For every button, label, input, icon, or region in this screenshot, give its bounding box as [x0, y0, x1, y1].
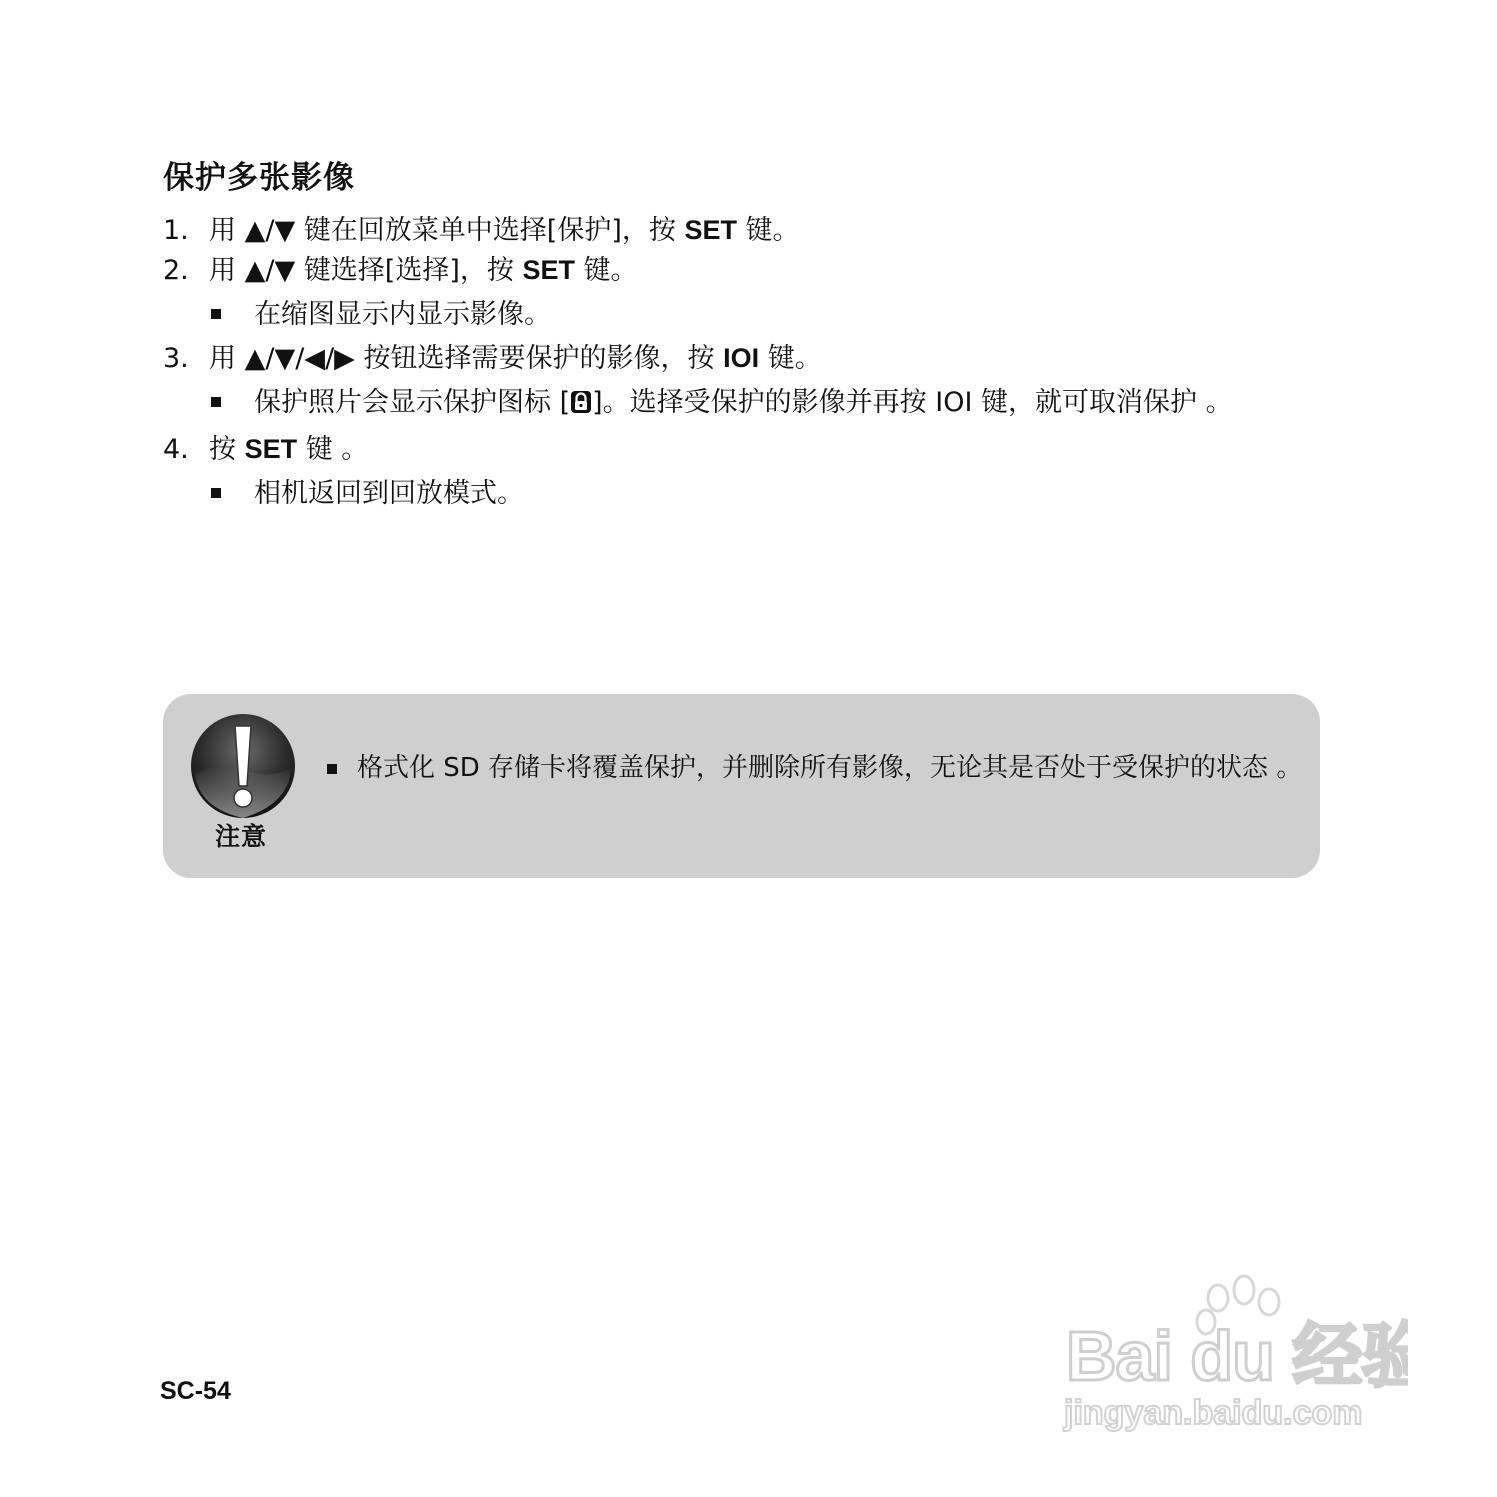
step-text-end: 键 。 [297, 434, 369, 465]
step-4-bullet [163, 473, 1333, 515]
set-key-label: SET [522, 255, 575, 285]
note-label: 注意 [215, 822, 268, 851]
step-text: 用 ▲/▼ 键在回放菜单中选择[保护]，按 [209, 215, 685, 246]
step-2 [163, 250, 1333, 290]
page-number: SC-54 [160, 1377, 231, 1405]
square-bullet-icon [211, 488, 221, 498]
step-3 [163, 338, 1333, 378]
baidu-jingyan-watermark [1058, 1268, 1408, 1438]
instruction-steps [163, 210, 1333, 517]
step-text-end: 键。 [574, 255, 638, 286]
bullet-text-start: 保护照片会显示保护图标 [ [254, 387, 571, 418]
square-bullet-icon [327, 764, 337, 774]
watermark-url: jingyan.baidu.com [1064, 1394, 1363, 1432]
page-title: 保护多张影像 [163, 160, 355, 196]
square-bullet-icon [211, 397, 221, 407]
step-number: 4. [163, 434, 189, 465]
caution-note [163, 694, 1320, 878]
step-1 [163, 210, 1333, 250]
note-text: 格式化 SD 存储卡将覆盖保护，并删除所有影像，无论其是否处于受保护的状态 。 [357, 753, 1303, 783]
square-bullet-icon [211, 309, 221, 319]
step-4 [163, 429, 1333, 469]
bullet-text [254, 382, 1333, 427]
ok-key-label: IOI [723, 343, 760, 373]
step-text-end: 键。 [759, 343, 822, 374]
bullet-text: 相机返回到回放模式。 [254, 478, 524, 509]
bullet-text-end: ]。选择受保护的影像并再按 IOI 键，就可取消保护 。 [592, 387, 1233, 418]
set-key-label: SET [684, 215, 737, 245]
bullet-text: 在缩图显示内显示影像。 [254, 299, 551, 330]
step-number: 2. [163, 255, 189, 286]
step-number: 3. [163, 343, 189, 374]
step-2-bullet [163, 294, 1333, 336]
step-text: 用 ▲/▼/◀/▶ 按钮选择需要保护的影像，按 [209, 343, 724, 374]
note-item [357, 748, 1312, 788]
set-key-label: SET [244, 434, 298, 464]
lock-icon [570, 385, 592, 427]
step-text-end: 键。 [736, 215, 800, 246]
step-3-bullet [163, 382, 1333, 427]
watermark-brand: Bai du 经验 [1066, 1317, 1408, 1395]
step-text: 用 ▲/▼ 键选择[选择]，按 [209, 255, 523, 286]
step-text: 按 [209, 434, 245, 465]
step-number: 1. [163, 215, 189, 246]
exclamation-icon [189, 712, 297, 820]
